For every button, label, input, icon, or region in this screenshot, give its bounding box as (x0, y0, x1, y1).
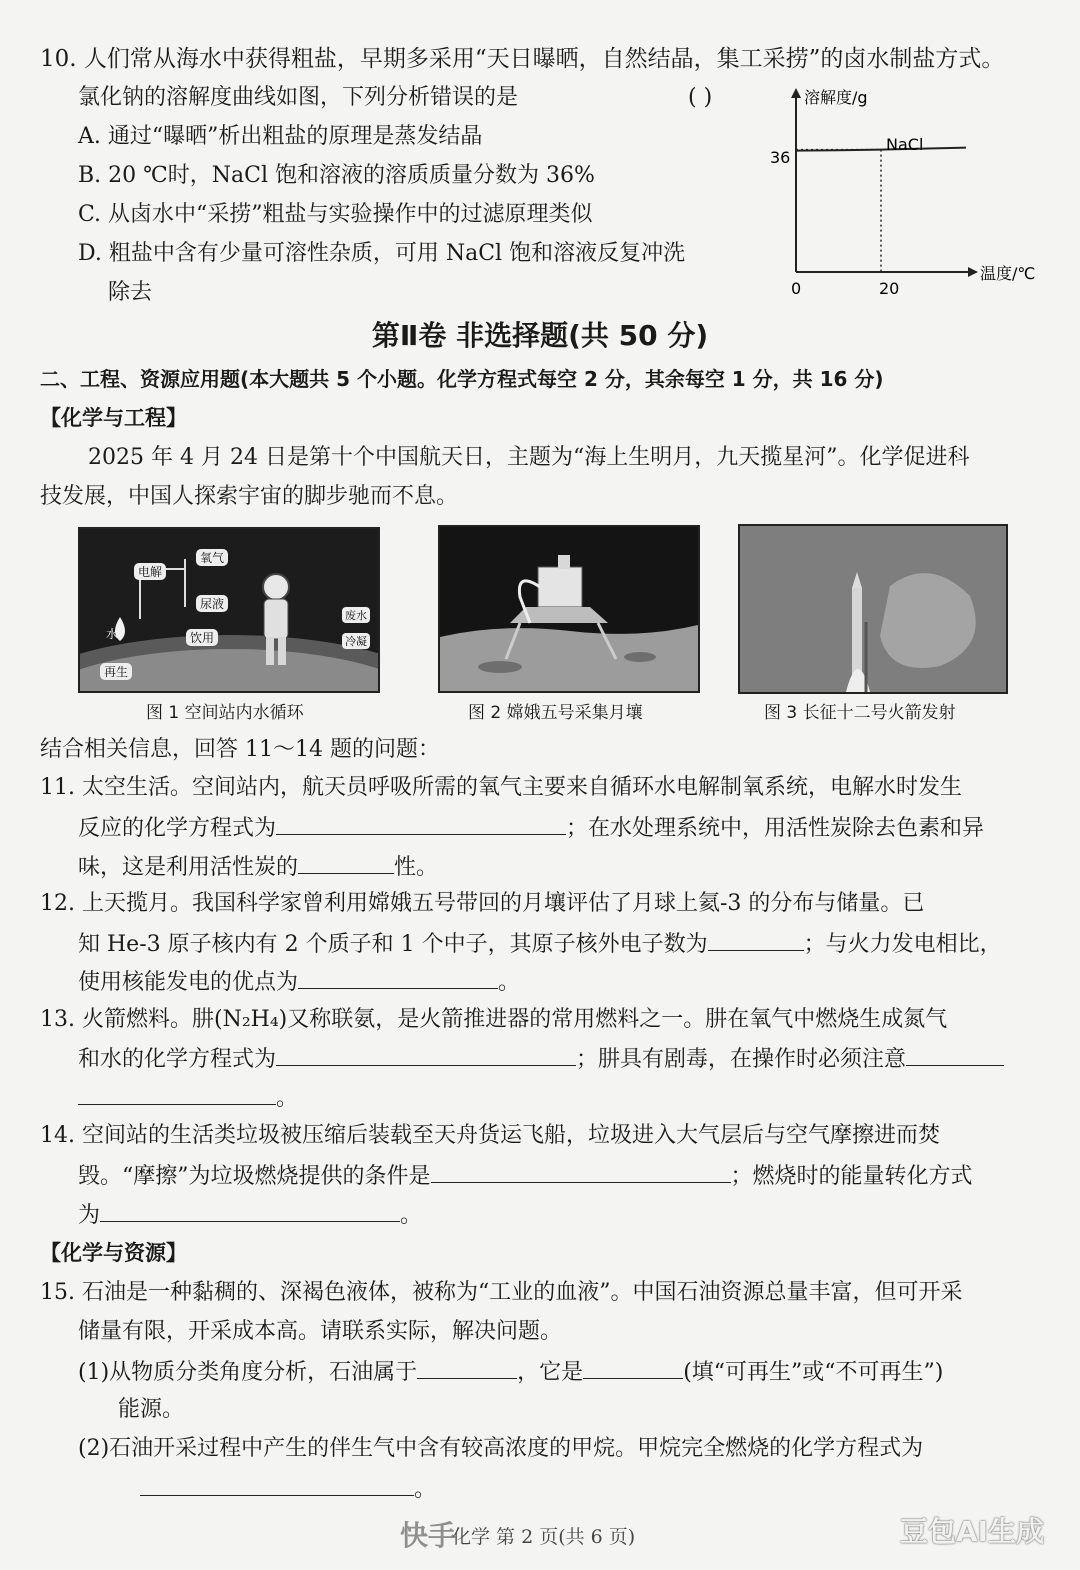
q10-option-b: B. 20 ℃时，NaCl 饱和溶液的溶质质量分数为 36% (78, 163, 595, 188)
x-axis-arrow (968, 267, 978, 277)
fig1-label-urine: 尿液 (196, 595, 228, 612)
q12-text-a: 知 He-3 原子核内有 2 个质子和 1 个中子，其原子核外电子数为 (78, 932, 708, 957)
q12-line2 (78, 928, 1002, 960)
x-axis-label: 温度/℃ (980, 264, 1036, 283)
subsection-engineering: 【化学与工程】 (40, 406, 187, 430)
q13-blank-caution[interactable] (906, 1043, 1004, 1066)
q15-part2: (2)石油开采过程中产生的伴生气中含有较高浓度的甲烷。甲烷完全燃烧的化学方程式为 (78, 1436, 924, 1461)
q12-text-c: 使用核能发电的优点为 (78, 970, 299, 995)
q11-text-a: 反应的化学方程式为 (78, 816, 277, 841)
fig1-label-regeneration: 再生 (100, 663, 132, 680)
q11-blank-equation[interactable] (276, 812, 566, 835)
q10-option-c: C. 从卤水中“采捞”粗盐与实验操作中的过滤原理类似 (78, 202, 593, 227)
q14-line2 (78, 1160, 973, 1192)
q11-line3 (78, 851, 438, 883)
q11-line2 (78, 812, 984, 844)
q14-blank-energy[interactable] (100, 1199, 400, 1222)
q15-part1 (78, 1356, 943, 1388)
q12-text-d: 。 (498, 970, 521, 995)
figure-2-illustration (440, 527, 698, 691)
watermark-kuaishou: 快手 (400, 1519, 457, 1552)
origin-label: 0 (791, 279, 802, 298)
watermark-doubao: 豆包AI生成 (900, 1515, 1045, 1548)
y-axis-arrow (791, 88, 801, 98)
figure-2-caption: 图 2 嫦娥五号采集月壤 (468, 703, 643, 723)
q11-line1: 11. 太空生活。空间站内，航天员呼吸所需的氧气主要来自循环水电解制氧系统，电解水时发生 (40, 775, 962, 800)
q11-blank-property[interactable] (298, 851, 394, 874)
q13-blank-equation[interactable] (276, 1043, 576, 1066)
y-axis-label: 溶解度/g (804, 88, 868, 107)
y-tick-label: 36 (770, 148, 791, 167)
fig1-label-electrolysis: 电解 (134, 563, 166, 580)
q15-p1-text-c: (填“可再生”或“不可再生”) (683, 1360, 944, 1385)
q10-stem-line2: 氯化钠的溶解度曲线如图，下列分析错误的是 (78, 85, 519, 110)
q12-blank-electrons[interactable] (708, 928, 804, 951)
q12-line3 (78, 966, 520, 998)
figure-1-caption: 图 1 空间站内水循环 (146, 703, 304, 723)
q12-line1: 12. 上天揽月。我国科学家曾利用嫦娥五号带回的月壤评估了月球上氦-3 的分布与储量。已 (40, 891, 925, 916)
figure-2-lunar-sampling (438, 525, 700, 693)
q15-line1: 15. 石油是一种黏稠的、深褐色液体，被称为“工业的血液”。中国石油资源总量丰富，但可开采 (40, 1280, 963, 1305)
intro-line1: 2025 年 4 月 24 日是第十个中国航天日，主题为“海上生明月，九天揽星河”。化学促进科 (88, 445, 970, 470)
q15-part2-blank-line (140, 1473, 436, 1505)
q15-blank-renewable[interactable] (583, 1356, 683, 1379)
page-footer: 化学 第 2 页(共 6 页) (452, 1526, 636, 1548)
q10-option-a: A. 通过“曝晒”析出粗盐的原理是蒸发结晶 (78, 124, 483, 149)
q14-line3 (78, 1199, 422, 1231)
q10-option-d: D. 粗盐中含有少量可溶性杂质，可用 NaCl 饱和溶液反复冲洗 (78, 241, 686, 266)
q15-line2: 储量有限，开采成本高。请联系实际，解决问题。 (78, 1319, 563, 1344)
q14-text-b: ；燃烧时的能量转化方式 (730, 1164, 973, 1189)
fig1-label-condensate: 冷凝 (342, 633, 370, 649)
q12-text-b: ；与火力发电相比， (803, 932, 1002, 957)
q15-blank-methane-equation[interactable] (140, 1473, 414, 1496)
q14-text-c: 为 (78, 1203, 101, 1228)
q15-blank-classification[interactable] (417, 1356, 517, 1379)
x-tick-label: 20 (879, 279, 900, 298)
q13-text-a: 和水的化学方程式为 (78, 1047, 277, 1072)
q10-option-d-cont: 除去 (108, 280, 153, 305)
q13-text-b: ；肼具有剧毒，在操作时必须注意 (576, 1047, 907, 1072)
q11-text-b: ；在水处理系统中，用活性炭除去色素和异 (566, 816, 985, 841)
q15-p2-end: 。 (414, 1477, 437, 1502)
intro-line2: 技发展，中国人探索宇宙的脚步驰而不息。 (40, 484, 459, 509)
q14-blank-condition[interactable] (431, 1160, 731, 1183)
q14-line1: 14. 空间站的生活类垃圾被压缩后装载至天舟货运飞船，垃圾进入大气层后与空气摩擦进而焚 (40, 1123, 940, 1148)
q10-answer-paren: ( ) (688, 85, 713, 110)
q11-text-c: 味，这是利用活性炭的 (78, 855, 299, 880)
intro-q11-14: 结合相关信息，回答 11～14 题的问题： (40, 737, 440, 762)
figure-1-water-cycle (78, 527, 380, 693)
q15-part1-cont: 能源。 (118, 1397, 185, 1422)
q13-text-c: 。 (276, 1086, 299, 1111)
fig1-label-drinking: 饮用 (186, 629, 218, 646)
q13-line2 (78, 1043, 1004, 1075)
section-title: 第Ⅱ卷 非选择题(共 50 分) (371, 319, 709, 352)
q15-p1-text-b: ，它是 (517, 1360, 584, 1385)
subsection-resources: 【化学与资源】 (40, 1241, 187, 1265)
q13-line3 (78, 1082, 298, 1114)
fig1-label-wastewater: 废水 (342, 607, 370, 623)
section-heading: 二、工程、资源应用题(本大题共 5 个小题。化学方程式每空 2 分，其余每空 1 分，共 16 分) (40, 367, 884, 391)
q13-blank-caution-cont[interactable] (78, 1082, 276, 1105)
q14-text-a: 毁。“摩擦”为垃圾燃烧提供的条件是 (78, 1164, 431, 1189)
q14-text-d: 。 (400, 1203, 423, 1228)
figure-3-illustration (740, 526, 1006, 692)
figure-3-rocket-launch (738, 524, 1008, 694)
q11-text-d: 性。 (394, 855, 439, 880)
q15-p1-text-a: (1)从物质分类角度分析，石油属于 (78, 1360, 418, 1385)
fig1-label-water: 水 (106, 627, 119, 641)
figure-3-caption: 图 3 长征十二号火箭发射 (764, 703, 956, 723)
q13-line1: 13. 火箭燃料。肼(N₂H₄)又称联氨，是火箭推进器的常用燃料之一。肼在氧气中燃烧生成氮气 (40, 1007, 948, 1032)
q10-stem-line1: 10. 人们常从海水中获得粗盐，早期多采用“天日曝晒，自然结晶，集工采捞”的卤水制盐方式。 (40, 46, 1005, 72)
series-label-nacl: NaCl (886, 135, 924, 154)
q12-blank-advantage[interactable] (298, 966, 498, 989)
fig1-label-oxygen: 氧气 (196, 549, 228, 566)
solubility-chart (762, 84, 1062, 304)
